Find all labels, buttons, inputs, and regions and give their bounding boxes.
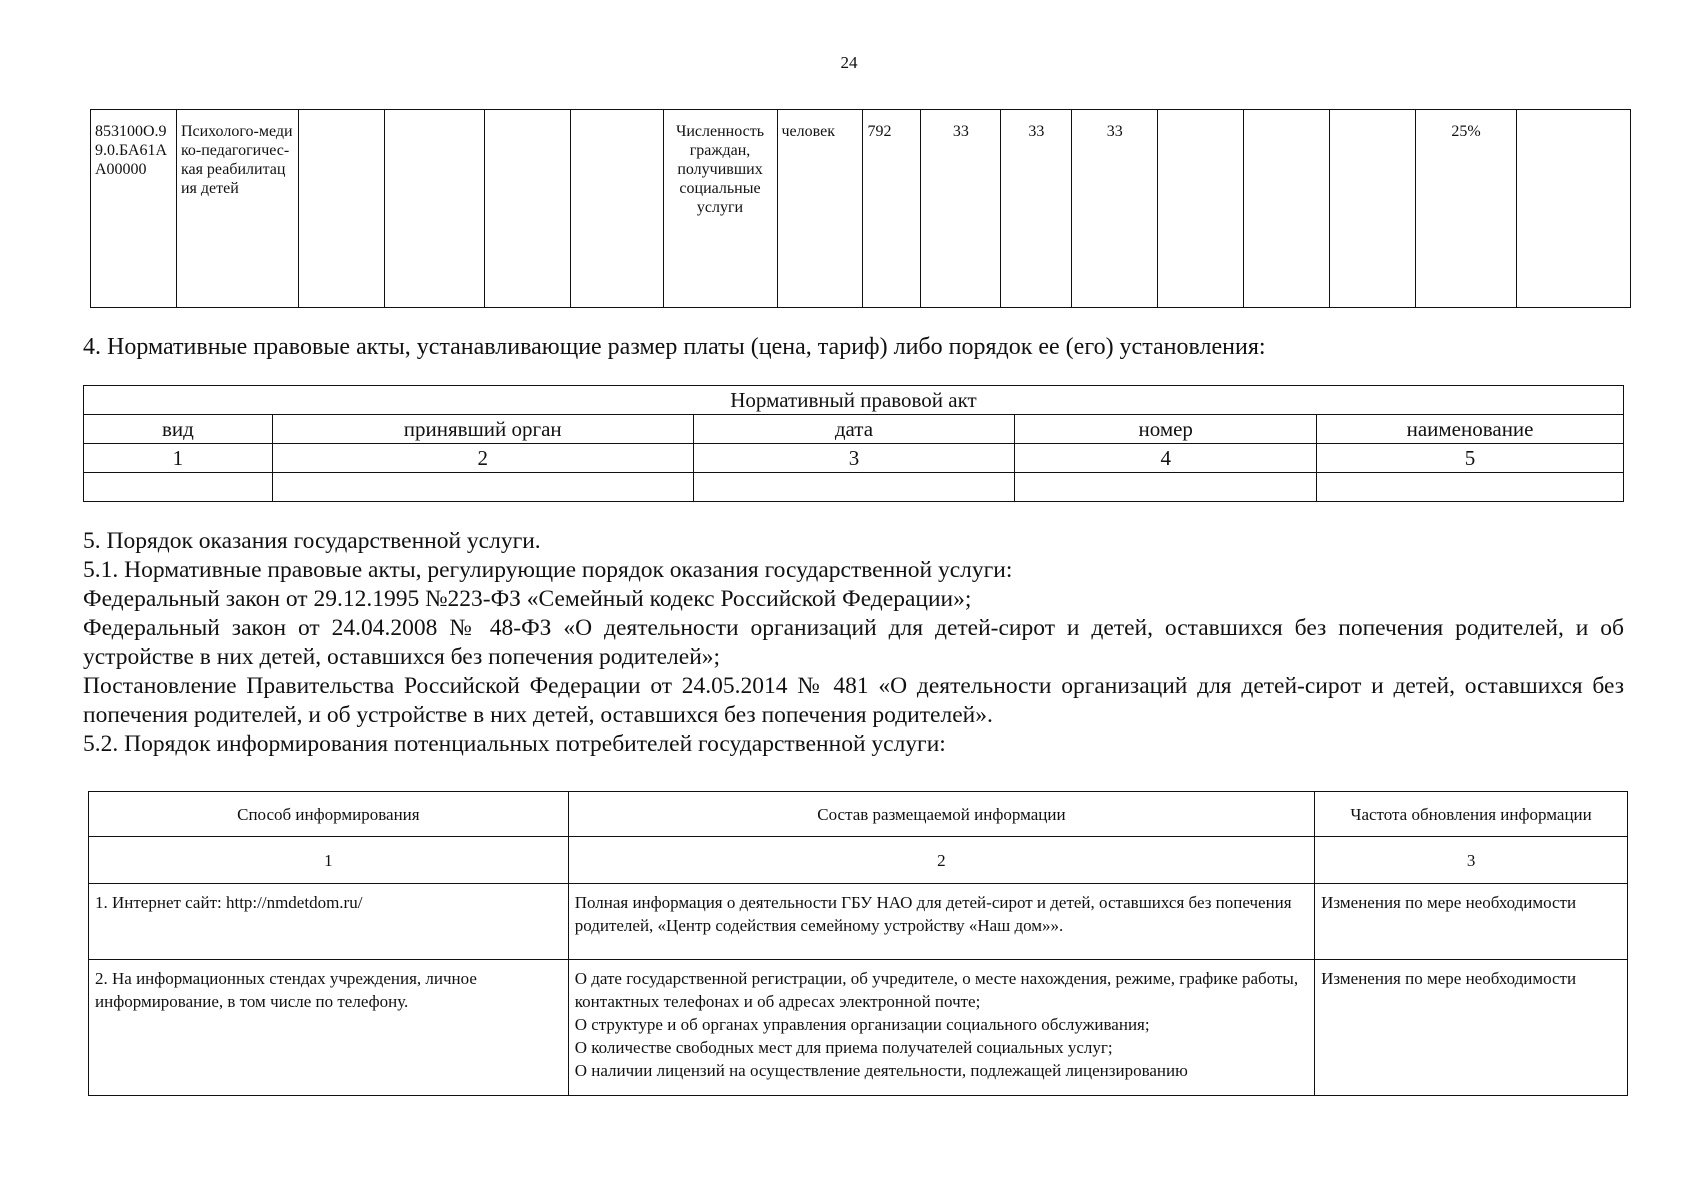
column-header: Частота обновления информации <box>1315 792 1628 837</box>
table-row <box>89 792 1628 837</box>
column-number: 4 <box>1015 444 1317 473</box>
service-name: Психолого-медико-педагогичес-кая реабилитация детей <box>176 110 298 308</box>
law-1: Федеральный закон от 29.12.1995 №223-ФЗ «Семейный кодекс Российской Федерации»; <box>83 586 972 612</box>
table-row <box>84 444 1624 473</box>
content-cell <box>568 960 1314 1096</box>
section5-1-heading: 5.1. Нормативные правовые акты, регулирующие порядок оказания государственной услуги: <box>83 557 1013 583</box>
normative-acts-table <box>83 385 1624 502</box>
law-2: Федеральный закон от 24.04.2008 № 48-ФЗ «О деятельности организаций для детей-сирот и детей, оставшихся без попечения родителей, и об устройстве в них детей, оставшихся без попечения родителей»; <box>83 615 1624 670</box>
column-header: вид <box>84 415 273 444</box>
law-3: Постановление Правительства Российской Федерации от 24.05.2014 № 481 «О деятельности организаций для детей-сирот и детей, оставшихся без попечения родителей, и об устройстве в них детей, оставшихся без попечения родителей». <box>83 673 1624 728</box>
table-row <box>84 473 1624 502</box>
empty-cell <box>1244 110 1330 308</box>
section5-2-heading: 5.2. Порядок информирования потенциальных потребителей государственной услуги: <box>83 731 946 757</box>
empty-cell <box>84 473 273 502</box>
section4-heading: 4. Нормативные правовые акты, устанавливающие размер платы (цена, тариф) либо порядок ее (его) установления: <box>83 334 1266 360</box>
empty-cell <box>570 110 663 308</box>
column-header: наименование <box>1317 415 1624 444</box>
empty-cell <box>1158 110 1244 308</box>
empty-cell <box>272 473 693 502</box>
indicator-name: Численность граждан, получивших социальные услуги <box>663 110 777 308</box>
column-header: принявший орган <box>272 415 693 444</box>
empty-cell <box>693 473 1015 502</box>
unit: человек <box>777 110 863 308</box>
empty-cell <box>1015 473 1317 502</box>
column-number: 1 <box>89 837 569 884</box>
okei-code: 792 <box>863 110 921 308</box>
table-row <box>89 884 1628 960</box>
informing-table <box>88 791 1628 1096</box>
table-row <box>84 386 1624 415</box>
column-header: дата <box>693 415 1015 444</box>
table-row <box>84 415 1624 444</box>
content-line: О наличии лицензий на осуществление деятельности, подлежащей лицензированию <box>574 1061 1188 1080</box>
content-cell: Полная информация о деятельности ГБУ НАО для детей-сирот и детей, оставшихся без попечения родителей, «Центр содействия семейному устройству «Наш дом»». <box>568 884 1314 960</box>
empty-cell <box>298 110 384 308</box>
table-row <box>89 837 1628 884</box>
value-2: 33 <box>1001 110 1072 308</box>
column-header: Состав размещаемой информации <box>568 792 1314 837</box>
content-line: О структуре и об органах управления организации социального обслуживания; <box>574 1015 1150 1034</box>
column-number: 5 <box>1317 444 1624 473</box>
page-number: 24 <box>840 53 858 72</box>
frequency-cell: Изменения по мере необходимости <box>1315 884 1628 960</box>
service-code: 853100О.99.0.БА61АА00000 <box>91 110 177 308</box>
value-3: 33 <box>1072 110 1158 308</box>
empty-cell <box>484 110 570 308</box>
content-line: О дате государственной регистрации, об учредителе, о месте нахождения, режиме, графике работы, контактных телефонах и об адресах электронной почте; <box>574 969 1299 1011</box>
indicators-table <box>90 109 1631 308</box>
column-number: 3 <box>693 444 1015 473</box>
column-header: Способ информирования <box>89 792 569 837</box>
frequency-cell: Изменения по мере необходимости <box>1315 960 1628 1096</box>
value-1: 33 <box>921 110 1001 308</box>
column-header: номер <box>1015 415 1317 444</box>
column-number: 2 <box>568 837 1314 884</box>
column-number: 2 <box>272 444 693 473</box>
section5 <box>83 527 1624 759</box>
method-cell: 2. На информационных стендах учреждения, личное информирование, в том числе по телефону. <box>89 960 569 1096</box>
empty-cell <box>384 110 484 308</box>
table-row <box>89 960 1628 1096</box>
empty-cell <box>1330 110 1416 308</box>
empty-cell <box>1317 473 1624 502</box>
table-row <box>91 110 1631 308</box>
column-number: 1 <box>84 444 273 473</box>
column-number: 3 <box>1315 837 1628 884</box>
empty-cell <box>1516 110 1630 308</box>
content-line: О количестве свободных мест для приема получателей социальных услуг; <box>574 1038 1113 1057</box>
table-title: Нормативный правовой акт <box>84 386 1624 415</box>
method-cell: 1. Интернет сайт: http://nmdetdom.ru/ <box>89 884 569 960</box>
section5-heading: 5. Порядок оказания государственной услуги. <box>83 528 541 554</box>
deviation: 25% <box>1416 110 1517 308</box>
